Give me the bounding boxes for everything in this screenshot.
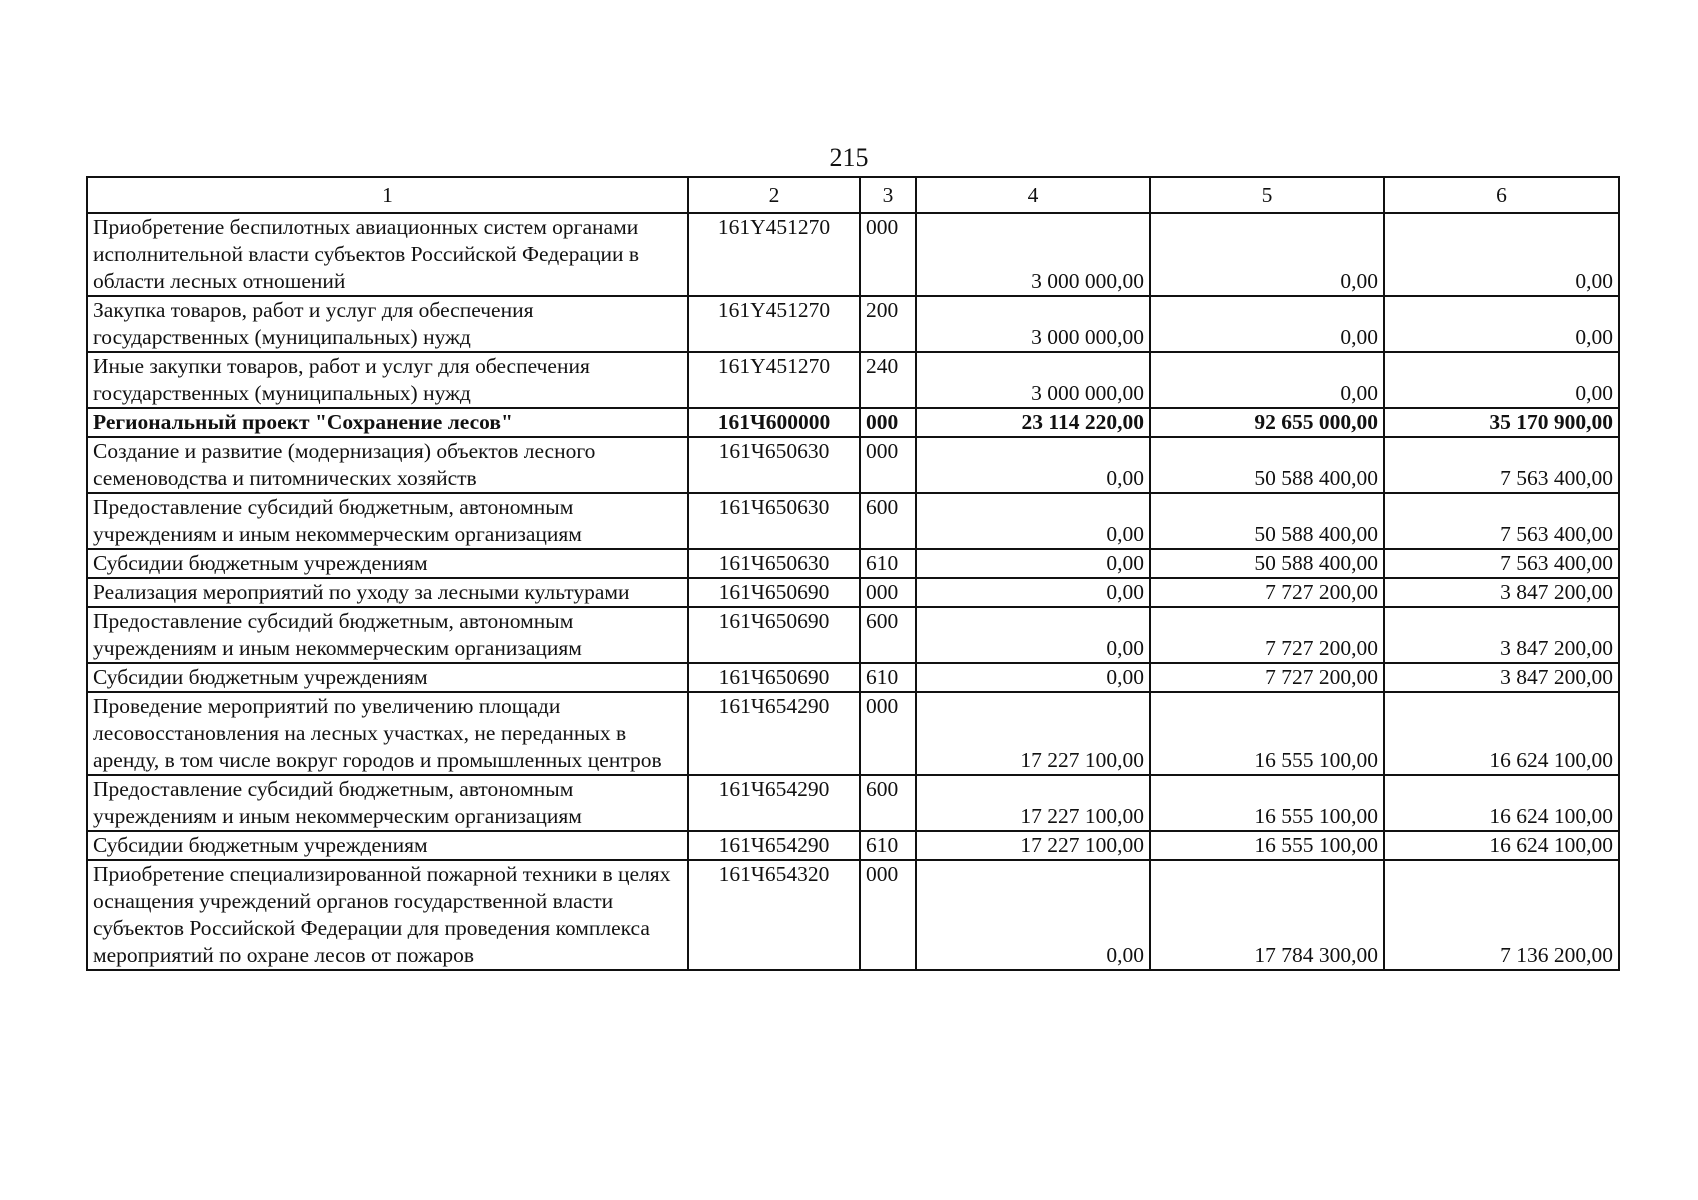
table-body [87, 213, 1619, 970]
row-name-cell: Предоставление субсидий бюджетным, автономным учреждениям и иным некоммерческим организациям [87, 775, 688, 831]
row-value-col4-cell: 0,00 [916, 607, 1150, 663]
header-cell-1: 1 [87, 177, 688, 213]
row-value-col6-cell: 35 170 900,00 [1384, 408, 1619, 437]
row-expense-type-cell: 600 [860, 493, 916, 549]
header-cell-3: 3 [860, 177, 916, 213]
row-code-cell: 161Ч650690 [688, 607, 860, 663]
table-row [87, 663, 1619, 692]
header-cell-4: 4 [916, 177, 1150, 213]
row-expense-type-cell: 610 [860, 549, 916, 578]
row-value-col5-cell: 16 555 100,00 [1150, 692, 1384, 775]
header-cell-2: 2 [688, 177, 860, 213]
row-value-col6-cell: 16 624 100,00 [1384, 692, 1619, 775]
table-row [87, 607, 1619, 663]
table-row [87, 352, 1619, 408]
row-name-cell: Субсидии бюджетным учреждениям [87, 831, 688, 860]
row-name-cell: Приобретение специализированной пожарной техники в целях оснащения учреждений органов государственной власти субъектов Российской Федерации для проведения комплекса мероприятий по охране лесов от пожаров [87, 860, 688, 970]
row-code-cell: 161Ч654320 [688, 860, 860, 970]
row-value-col6-cell: 0,00 [1384, 213, 1619, 296]
row-value-col6-cell: 3 847 200,00 [1384, 578, 1619, 607]
row-expense-type-cell: 000 [860, 692, 916, 775]
row-name-cell: Субсидии бюджетным учреждениям [87, 549, 688, 578]
table-row [87, 549, 1619, 578]
row-name-cell: Региональный проект "Сохранение лесов" [87, 408, 688, 437]
row-expense-type-cell: 200 [860, 296, 916, 352]
row-value-col4-cell: 0,00 [916, 578, 1150, 607]
budget-table [86, 176, 1620, 971]
row-value-col5-cell: 7 727 200,00 [1150, 578, 1384, 607]
row-value-col5-cell: 0,00 [1150, 296, 1384, 352]
row-expense-type-cell: 610 [860, 663, 916, 692]
row-value-col6-cell: 7 136 200,00 [1384, 860, 1619, 970]
row-value-col5-cell: 50 588 400,00 [1150, 549, 1384, 578]
row-value-col6-cell: 3 847 200,00 [1384, 663, 1619, 692]
table-row [87, 493, 1619, 549]
row-expense-type-cell: 600 [860, 775, 916, 831]
row-value-col5-cell: 0,00 [1150, 352, 1384, 408]
row-value-col4-cell: 3 000 000,00 [916, 352, 1150, 408]
row-value-col5-cell: 50 588 400,00 [1150, 437, 1384, 493]
row-code-cell: 161Ч654290 [688, 692, 860, 775]
row-value-col6-cell: 7 563 400,00 [1384, 549, 1619, 578]
table-row [87, 213, 1619, 296]
table-row [87, 692, 1619, 775]
row-value-col5-cell: 92 655 000,00 [1150, 408, 1384, 437]
row-expense-type-cell: 000 [860, 408, 916, 437]
page-number: 215 [829, 143, 869, 172]
row-name-cell: Проведение мероприятий по увеличению площади лесовосстановления на лесных участках, не переданных в аренду, в том числе вокруг городов и промышленных центров [87, 692, 688, 775]
table-row [87, 831, 1619, 860]
header-row [87, 177, 1619, 213]
row-value-col4-cell: 17 227 100,00 [916, 775, 1150, 831]
row-value-col6-cell: 7 563 400,00 [1384, 437, 1619, 493]
row-value-col5-cell: 7 727 200,00 [1150, 607, 1384, 663]
table-row [87, 860, 1619, 970]
row-value-col4-cell: 17 227 100,00 [916, 831, 1150, 860]
row-expense-type-cell: 240 [860, 352, 916, 408]
row-expense-type-cell: 000 [860, 578, 916, 607]
row-value-col5-cell: 16 555 100,00 [1150, 831, 1384, 860]
row-expense-type-cell: 610 [860, 831, 916, 860]
row-value-col5-cell: 7 727 200,00 [1150, 663, 1384, 692]
row-code-cell: 161Ч650630 [688, 437, 860, 493]
table-row [87, 296, 1619, 352]
row-code-cell: 161Y451270 [688, 352, 860, 408]
row-name-cell: Предоставление субсидий бюджетным, автономным учреждениям и иным некоммерческим организациям [87, 493, 688, 549]
row-value-col4-cell: 3 000 000,00 [916, 213, 1150, 296]
row-value-col6-cell: 7 563 400,00 [1384, 493, 1619, 549]
table-row [87, 408, 1619, 437]
row-name-cell: Создание и развитие (модернизация) объектов лесного семеноводства и питомнических хозяйств [87, 437, 688, 493]
row-value-col4-cell: 0,00 [916, 663, 1150, 692]
row-name-cell: Иные закупки товаров, работ и услуг для обеспечения государственных (муниципальных) нужд [87, 352, 688, 408]
header-cell-5: 5 [1150, 177, 1384, 213]
row-value-col4-cell: 0,00 [916, 549, 1150, 578]
row-expense-type-cell: 000 [860, 213, 916, 296]
row-value-col6-cell: 16 624 100,00 [1384, 775, 1619, 831]
row-name-cell: Приобретение беспилотных авиационных систем органами исполнительной власти субъектов Российской Федерации в области лесных отношений [87, 213, 688, 296]
row-code-cell: 161Y451270 [688, 213, 860, 296]
row-value-col5-cell: 17 784 300,00 [1150, 860, 1384, 970]
row-value-col6-cell: 16 624 100,00 [1384, 831, 1619, 860]
row-value-col4-cell: 17 227 100,00 [916, 692, 1150, 775]
row-value-col6-cell: 3 847 200,00 [1384, 607, 1619, 663]
row-value-col4-cell: 0,00 [916, 860, 1150, 970]
row-code-cell: 161Y451270 [688, 296, 860, 352]
row-value-col4-cell: 23 114 220,00 [916, 408, 1150, 437]
row-code-cell: 161Ч654290 [688, 831, 860, 860]
row-name-cell: Субсидии бюджетным учреждениям [87, 663, 688, 692]
row-code-cell: 161Ч650690 [688, 663, 860, 692]
row-value-col6-cell: 0,00 [1384, 352, 1619, 408]
row-name-cell: Закупка товаров, работ и услуг для обеспечения государственных (муниципальных) нужд [87, 296, 688, 352]
table-row [87, 775, 1619, 831]
row-value-col5-cell: 50 588 400,00 [1150, 493, 1384, 549]
row-value-col4-cell: 0,00 [916, 493, 1150, 549]
row-value-col4-cell: 0,00 [916, 437, 1150, 493]
row-name-cell: Предоставление субсидий бюджетным, автономным учреждениям и иным некоммерческим организациям [87, 607, 688, 663]
row-value-col5-cell: 16 555 100,00 [1150, 775, 1384, 831]
row-value-col4-cell: 3 000 000,00 [916, 296, 1150, 352]
row-code-cell: 161Ч600000 [688, 408, 860, 437]
row-name-cell: Реализация мероприятий по уходу за лесными культурами [87, 578, 688, 607]
row-expense-type-cell: 000 [860, 437, 916, 493]
row-value-col5-cell: 0,00 [1150, 213, 1384, 296]
row-code-cell: 161Ч650630 [688, 493, 860, 549]
row-value-col6-cell: 0,00 [1384, 296, 1619, 352]
row-expense-type-cell: 000 [860, 860, 916, 970]
row-code-cell: 161Ч650690 [688, 578, 860, 607]
row-expense-type-cell: 600 [860, 607, 916, 663]
header-cell-6: 6 [1384, 177, 1619, 213]
table-row [87, 578, 1619, 607]
row-code-cell: 161Ч650630 [688, 549, 860, 578]
table-row [87, 437, 1619, 493]
row-code-cell: 161Ч654290 [688, 775, 860, 831]
